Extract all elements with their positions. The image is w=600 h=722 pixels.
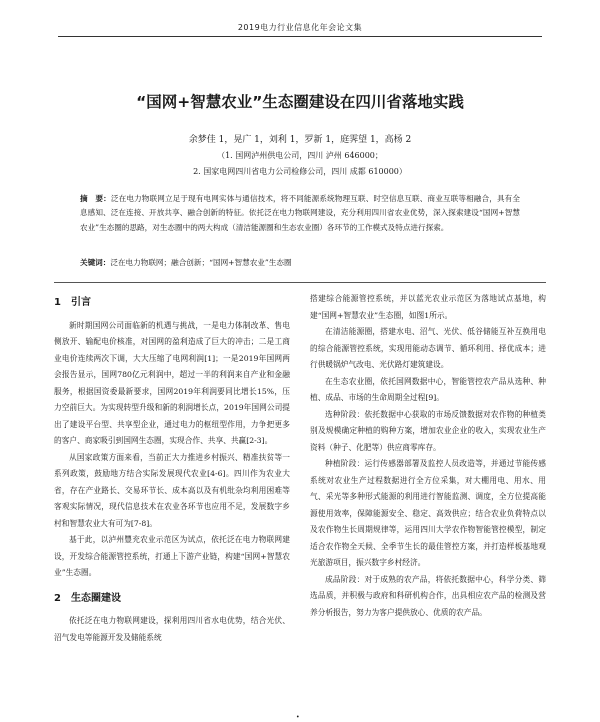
right-column xyxy=(310,291,546,621)
affiliation-2: 2. 国家电网四川省电力公司检修公司，四川 成都 610000） xyxy=(193,167,407,176)
body-paragraph: 基于此，以泸州豐充农业示范区为试点，依托泛在电力物联网建设，开发综合能源管控系统，打通上下游产业链，构建“国网+智慧农业”生态圈。 xyxy=(54,535,290,577)
page-mark: • xyxy=(296,714,300,721)
section-heading: 1 引言 xyxy=(54,297,91,308)
abstract xyxy=(80,192,520,235)
body-paragraph: 新时期国网公司面临新的机遇与挑战，一是电力体制改革、售电侧放开、输配电价核准，对国网的盈利造成了巨大的冲击；二是工商业电价连续两次下调，大大压缩了电网利润[1]；一是2019年国网两会报告显示，国网780亿元利润中，超过一半的利润来自产业和金融服务，根据国资委最新要求，国网2019年利润要同比增长15%，压力空前巨大。为实现转型升级和新的利润增长点，2019年国网公司提出了建设平台型、共享型企业，通过电力的枢纽型作用，力争把更多的客户、商家吸引到国网生态圈，实现合作、共享、共赢[2-3]。 xyxy=(54,320,290,445)
abstract-label: 摘 要： xyxy=(80,194,111,203)
body-paragraph: 选种阶段：依托数据中心获取的市场反馈数据对农作物的种植类别及规模确定种植的购种方案，增加农业企业的收入，实现农业生产资料（种子、化肥等）供应商零库存。 xyxy=(310,409,546,452)
body-paragraph: 在生态农业圈，依托国网数据中心，智能管控农产品从选种、种植、成品、市场的生命周期全过程[9]。 xyxy=(310,376,546,402)
paper-title: “国网+智慧农业”生态圈建设在四川省落地实践 xyxy=(136,93,464,111)
keywords-label: 关键词： xyxy=(80,258,111,267)
body-paragraph: 在清洁能源圈，搭建水电、沼气、光伏、低谷储能互补互换用电的综合能源管控系统，实现用能动态调节、循环利用、择优成本；进行供暖锅炉气改电、光伏路灯建筑建设。 xyxy=(310,327,546,369)
affiliation-1: （1. 国网泸州供电公司，四川 泸州 646000； xyxy=(217,151,383,160)
section-heading: 2 生态圈建设 xyxy=(54,592,121,604)
left-column xyxy=(54,291,290,646)
keywords xyxy=(80,257,520,268)
abstract-text: 泛在电力物联网立足于现有电网实体与通信技术，将不同能源系统物理互联、时空信息互联、商业互联等相融合，具有全息感知、泛在连接、开放共享、融合创新的特征。依托泛在电力物联网建设，充分利用四川省农业优势，深入探索建设“国网+智慧农业”生态圈的思路，对生态圈中的两大构成（清洁能源圈和生态农业圈）各环节的工作模式及特点进行探索。 xyxy=(80,194,520,232)
body-rule xyxy=(54,282,546,283)
body-paragraph: 依托泛在电力物联网建设，探利用四川省水电优势，结合光伏、沼气发电等能源开发及储能系统 xyxy=(54,616,290,642)
body-paragraph: 搭建综合能源管控系统，并以蓝光农业示范区为落地试点基地，构建“国网+智慧农业”生态圈，如图1所示。 xyxy=(310,294,546,320)
header-rule xyxy=(58,36,542,37)
body-paragraph: 成品阶段：对于成熟的农产品，将依托数据中心，科学分类、筛选品质，并积极与政府和科研机构合作，出具相应农产品的检测及营养分析报告，努力为客户提供放心、优质的农产品。 xyxy=(310,574,546,617)
running-head: 2019电力行业信息化年会论文集 xyxy=(237,23,363,32)
body-paragraph: 种植阶段：运行传感器部署及监控人员改造等，并通过节能传感系统对农业生产过程数据进行全方位采集，对大棚用电、用水、用气、采光等多种形式能源的利用进行智能监测、调度，全方位提高能源使用效率，保障能源安全、稳定、高效供应；结合农业负荷特点以及农作物生长周期规律等，运用四川大学农作物智能管控模型，制定适合农作物全天候、全季节生长的最佳管控方案，并打造样板基地观光旅游项目，振兴数字乡村经济。 xyxy=(310,459,546,567)
keywords-text: 泛在电力物联网；融合创新；“国网+智慧农业”生态圈 xyxy=(110,258,292,267)
author-list: 余梦佳 1，晃广 1，刘利 1，罗新 1，庭霁望 1，高杨 2 xyxy=(188,135,412,145)
body-paragraph: 从国家政策方面来看，当前正大力推进乡村振兴、精准扶贫等一系列政策，鼓励地方结合实际发展现代农业[4-6]。四川作为农业大省，存在产业路长、交易环节长、成本高以及有机纰杂均利用困难等客观实际情况，现代信息技术在农业各环节也应用不足，发展数字乡村和智慧农业大有可为[7-8]。 xyxy=(54,452,290,528)
